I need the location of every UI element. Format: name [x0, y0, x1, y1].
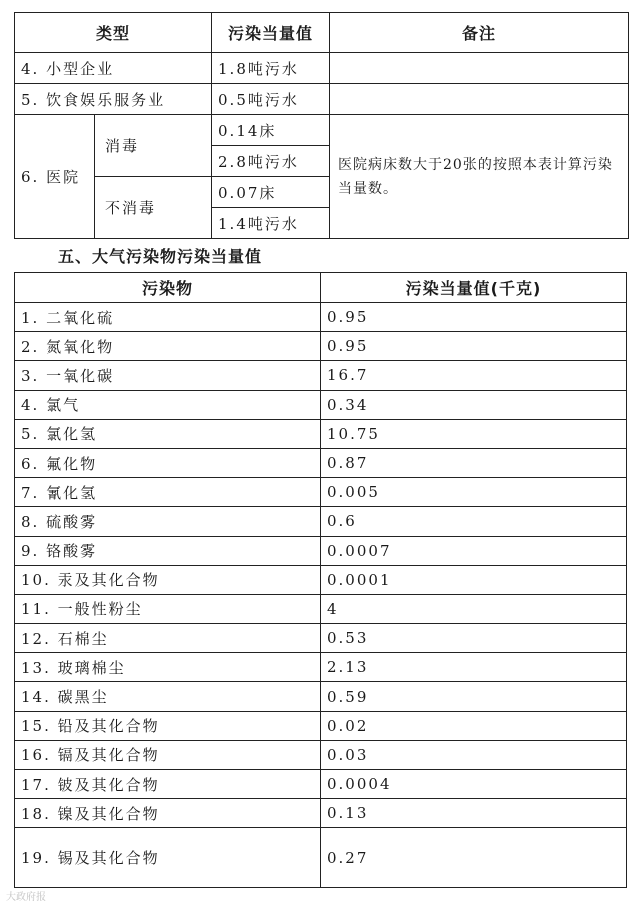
equivalent-value: 0.34: [321, 390, 627, 419]
table2-header-row: [15, 273, 627, 303]
table-row: [15, 303, 627, 332]
row-note: [330, 53, 629, 84]
table-row: [15, 740, 627, 769]
header-equivalent: 污染当量值(千克): [321, 273, 627, 303]
pollutant-name: 1. 二氧化硫: [15, 303, 321, 332]
row-note: [330, 84, 629, 115]
equivalent-value: 0.6: [321, 507, 627, 536]
equivalent-value: 0.03: [321, 740, 627, 769]
row-value: 1.8吨污水: [212, 53, 330, 84]
equivalent-value: 0.87: [321, 448, 627, 477]
pollutant-name: 6. 氟化物: [15, 448, 321, 477]
equivalent-value: 0.95: [321, 332, 627, 361]
table-row: [15, 799, 627, 828]
pollutant-name: 4. 氯气: [15, 390, 321, 419]
pollutant-name: 3. 一氧化碳: [15, 361, 321, 390]
table-row: [15, 448, 627, 477]
equivalent-value: 0.95: [321, 303, 627, 332]
row-type: 4. 小型企业: [15, 53, 212, 84]
header-pollutant: 污染物: [15, 273, 321, 303]
pollutant-name: 11. 一般性粉尘: [15, 594, 321, 623]
no-disinfect-value-water: 1.4吨污水: [212, 208, 330, 239]
equivalent-value: 10.75: [321, 419, 627, 448]
equivalent-value: 16.7: [321, 361, 627, 390]
pollutant-name: 10. 汞及其化合物: [15, 565, 321, 594]
equivalent-value: 0.13: [321, 799, 627, 828]
equivalent-value: 2.13: [321, 653, 627, 682]
no-disinfect-label: 不消毒: [95, 177, 212, 239]
hospital-row: [15, 115, 629, 146]
table-row: [15, 390, 627, 419]
table-row: [15, 653, 627, 682]
pollutant-name: 13. 玻璃棉尘: [15, 653, 321, 682]
equivalent-value: 0.0001: [321, 565, 627, 594]
table-row: [15, 507, 627, 536]
header-note: 备注: [330, 13, 629, 53]
table-row: [15, 624, 627, 653]
pollutant-name: 9. 铬酸雾: [15, 536, 321, 565]
disinfect-label: 消毒: [95, 115, 212, 177]
table-row: [15, 536, 627, 565]
equivalent-value: 0.005: [321, 478, 627, 507]
air-pollution-table: [14, 272, 627, 888]
table-row: [15, 711, 627, 740]
pollutant-name: 5. 氯化氢: [15, 419, 321, 448]
pollutant-name: 2. 氮氧化物: [15, 332, 321, 361]
no-disinfect-value-bed: 0.07床: [212, 177, 330, 208]
equivalent-value: 0.0004: [321, 770, 627, 799]
header-value: 污染当量值: [212, 13, 330, 53]
hospital-note: 医院病床数大于20张的按照本表计算污染当量数。: [330, 115, 629, 239]
water-pollution-table: [14, 12, 629, 239]
disinfect-value-water: 2.8吨污水: [212, 146, 330, 177]
section-title: 五、大气污染物污染当量值: [58, 247, 263, 266]
equivalent-value: 0.59: [321, 682, 627, 711]
equivalent-value: 4: [321, 594, 627, 623]
row-value: 0.5吨污水: [212, 84, 330, 115]
row-type: 5. 饮食娱乐服务业: [15, 84, 212, 115]
pollutant-name: 18. 镍及其化合物: [15, 799, 321, 828]
table-row: [15, 565, 627, 594]
header-type: 类型: [15, 13, 212, 53]
pollutant-name: 16. 镉及其化合物: [15, 740, 321, 769]
table-row: [15, 770, 627, 799]
table-row: [15, 84, 629, 115]
table-row: [15, 682, 627, 711]
table-row: [15, 332, 627, 361]
pollutant-name: 19. 锡及其化合物: [15, 828, 321, 888]
table-row: [15, 478, 627, 507]
pollutant-name: 15. 铅及其化合物: [15, 711, 321, 740]
pollutant-name: 14. 碳黑尘: [15, 682, 321, 711]
hospital-type: 6. 医院: [15, 115, 95, 239]
table-row: [15, 828, 627, 888]
table1-header-row: [15, 13, 629, 53]
table-row: [15, 594, 627, 623]
table-row: [15, 53, 629, 84]
table-row: [15, 419, 627, 448]
table2-body: [15, 303, 627, 888]
equivalent-value: 0.53: [321, 624, 627, 653]
table-row: [15, 361, 627, 390]
watermark: 大政府报: [6, 892, 46, 903]
equivalent-value: 0.0007: [321, 536, 627, 565]
pollutant-name: 17. 铍及其化合物: [15, 770, 321, 799]
pollutant-name: 8. 硫酸雾: [15, 507, 321, 536]
pollutant-name: 7. 氰化氢: [15, 478, 321, 507]
equivalent-value: 0.02: [321, 711, 627, 740]
pollutant-name: 12. 石棉尘: [15, 624, 321, 653]
disinfect-value-bed: 0.14床: [212, 115, 330, 146]
equivalent-value: 0.27: [321, 828, 627, 888]
